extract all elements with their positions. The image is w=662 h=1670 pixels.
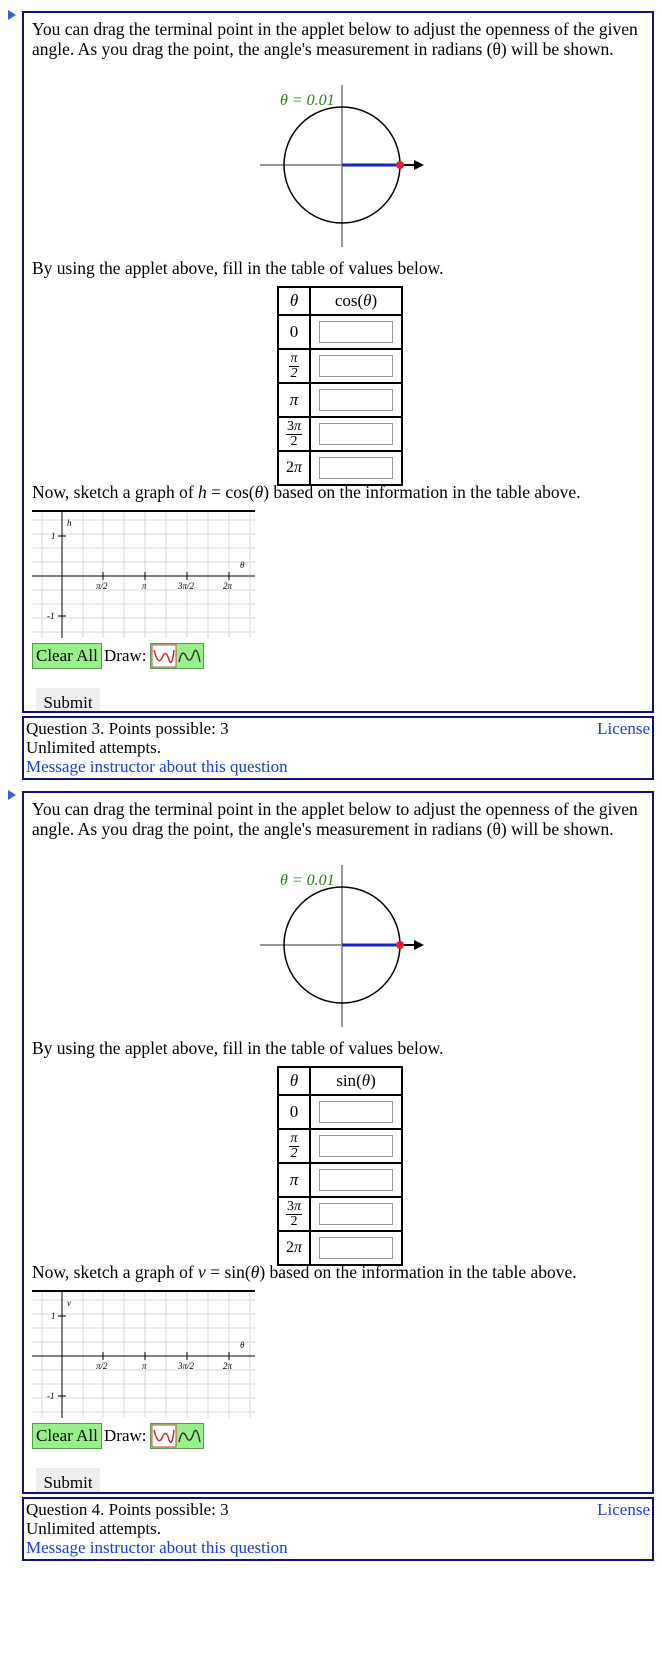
sine-wave-tool-icon[interactable]: [179, 650, 200, 662]
question-title: Question 3. Points possible: 3: [26, 719, 229, 738]
answer-input[interactable]: [319, 389, 393, 411]
message-instructor-link[interactable]: Message instructor about this question: [26, 1538, 288, 1557]
unit-circle-applet[interactable]: [250, 83, 430, 258]
x-tick-label: 3π/2: [178, 1361, 195, 1371]
table-cell-theta: 2π: [278, 451, 310, 485]
sine-wave-tool-icon[interactable]: [179, 1430, 200, 1442]
fraction-3pi-over-2: $\frac{3\pi}{2}$: [286, 418, 301, 449]
question-intro: You can drag the terminal point in the applet below to adjust the openness of the given angle. As you drag the point, the angle's measurement in radians (θ) will be shown.: [32, 19, 638, 59]
question-panel: [22, 791, 654, 1494]
graph-x-label: θ: [240, 1340, 245, 1350]
x-tick-label: 3π/2: [178, 581, 195, 591]
unit-circle-applet[interactable]: [250, 863, 430, 1038]
answer-input[interactable]: [319, 1135, 393, 1157]
draw-tools: [150, 643, 204, 669]
clear-all-button[interactable]: Clear All: [32, 1423, 102, 1449]
license-link[interactable]: License: [597, 1500, 650, 1519]
x-tick-label: π/2: [96, 1361, 108, 1371]
x-tick-label: 2π: [223, 581, 233, 591]
table-prompt: By using the applet above, fill in the table of values below.: [32, 258, 444, 278]
y-tick-label: -1: [47, 611, 55, 621]
table-cell-theta: [278, 1197, 310, 1231]
y-tick-label: 1: [51, 1311, 56, 1321]
graph-y-label: v: [67, 1298, 71, 1308]
x-tick-label: 2π: [223, 1361, 233, 1371]
x-tick-label: π: [142, 581, 147, 591]
answer-input[interactable]: [319, 423, 393, 445]
sketch-graph-canvas[interactable]: [32, 1290, 258, 1424]
draw-tools: [150, 1423, 204, 1449]
terminal-point-handle[interactable]: [396, 161, 404, 169]
table-cell-theta: 0: [278, 1095, 310, 1129]
sketch-prompt: Now, sketch a graph of v = sin(θ) based on the information in the table above.: [32, 1262, 577, 1282]
attempts-text: Unlimited attempts.: [26, 738, 162, 757]
sketch-prompt: Now, sketch a graph of h = cos(θ) based on the information in the table above.: [32, 482, 581, 502]
graph-y-label: h: [67, 518, 72, 528]
answer-input[interactable]: [319, 1203, 393, 1225]
table-header-theta: θ: [278, 287, 310, 315]
table-header-theta: θ: [278, 1067, 310, 1095]
y-tick-label: 1: [51, 531, 56, 541]
table-cell-theta: π: [278, 383, 310, 417]
collapse-marker-icon[interactable]: [8, 10, 16, 20]
values-table: [277, 1066, 403, 1266]
license-link[interactable]: License: [597, 719, 650, 738]
attempts-text: Unlimited attempts.: [26, 1519, 162, 1538]
values-table: [277, 286, 403, 486]
table-cell-theta: [278, 349, 310, 383]
clear-all-button[interactable]: Clear All: [32, 643, 102, 669]
theta-readout: θ = 0.01: [280, 92, 335, 109]
table-header-func: cos(θ): [310, 287, 402, 315]
collapse-marker-icon[interactable]: [8, 790, 16, 800]
answer-input[interactable]: [319, 1101, 393, 1123]
fraction-pi-over-2: $\frac{\pi}{2}$: [290, 350, 298, 381]
table-cell-theta: π: [278, 1163, 310, 1197]
table-cell-theta: [278, 1129, 310, 1163]
question-title: Question 4. Points possible: 3: [26, 1500, 229, 1519]
table-cell-theta: 0: [278, 315, 310, 349]
answer-input[interactable]: [319, 1169, 393, 1191]
terminal-point-handle[interactable]: [396, 941, 404, 949]
answer-input[interactable]: [319, 355, 393, 377]
table-header-func: sin(θ): [310, 1067, 402, 1095]
submit-button[interactable]: Submit: [36, 1468, 100, 1492]
arrow-head-icon: [414, 940, 424, 950]
question-panel: [22, 11, 654, 713]
question-info-panel: [22, 716, 654, 780]
y-tick-label: -1: [47, 1391, 55, 1401]
theta-readout: θ = 0.01: [280, 872, 335, 889]
question-intro: You can drag the terminal point in the applet below to adjust the openness of the given angle. As you drag the point, the angle's measurement in radians (θ) will be shown.: [32, 799, 638, 839]
x-tick-label: π/2: [96, 581, 108, 591]
message-instructor-link[interactable]: Message instructor about this question: [26, 757, 288, 776]
answer-input[interactable]: [319, 321, 393, 343]
table-cell-theta: 2π: [278, 1231, 310, 1265]
x-tick-label: π: [142, 1361, 147, 1371]
fraction-3pi-over-2: $\frac{3\pi}{2}$: [286, 1198, 301, 1229]
draw-label: Draw:: [104, 1426, 147, 1445]
draw-label: Draw:: [104, 646, 147, 665]
answer-input[interactable]: [319, 457, 393, 479]
arrow-head-icon: [414, 160, 424, 170]
table-prompt: By using the applet above, fill in the table of values below.: [32, 1038, 444, 1058]
submit-button[interactable]: Submit: [36, 688, 100, 711]
fraction-pi-over-2: $\frac{\pi}{2}$: [290, 1130, 298, 1161]
question-info-panel: [22, 1497, 654, 1561]
sketch-graph-canvas[interactable]: [32, 510, 258, 644]
graph-x-label: θ: [240, 560, 245, 570]
table-cell-theta: [278, 417, 310, 451]
answer-input[interactable]: [319, 1237, 393, 1259]
